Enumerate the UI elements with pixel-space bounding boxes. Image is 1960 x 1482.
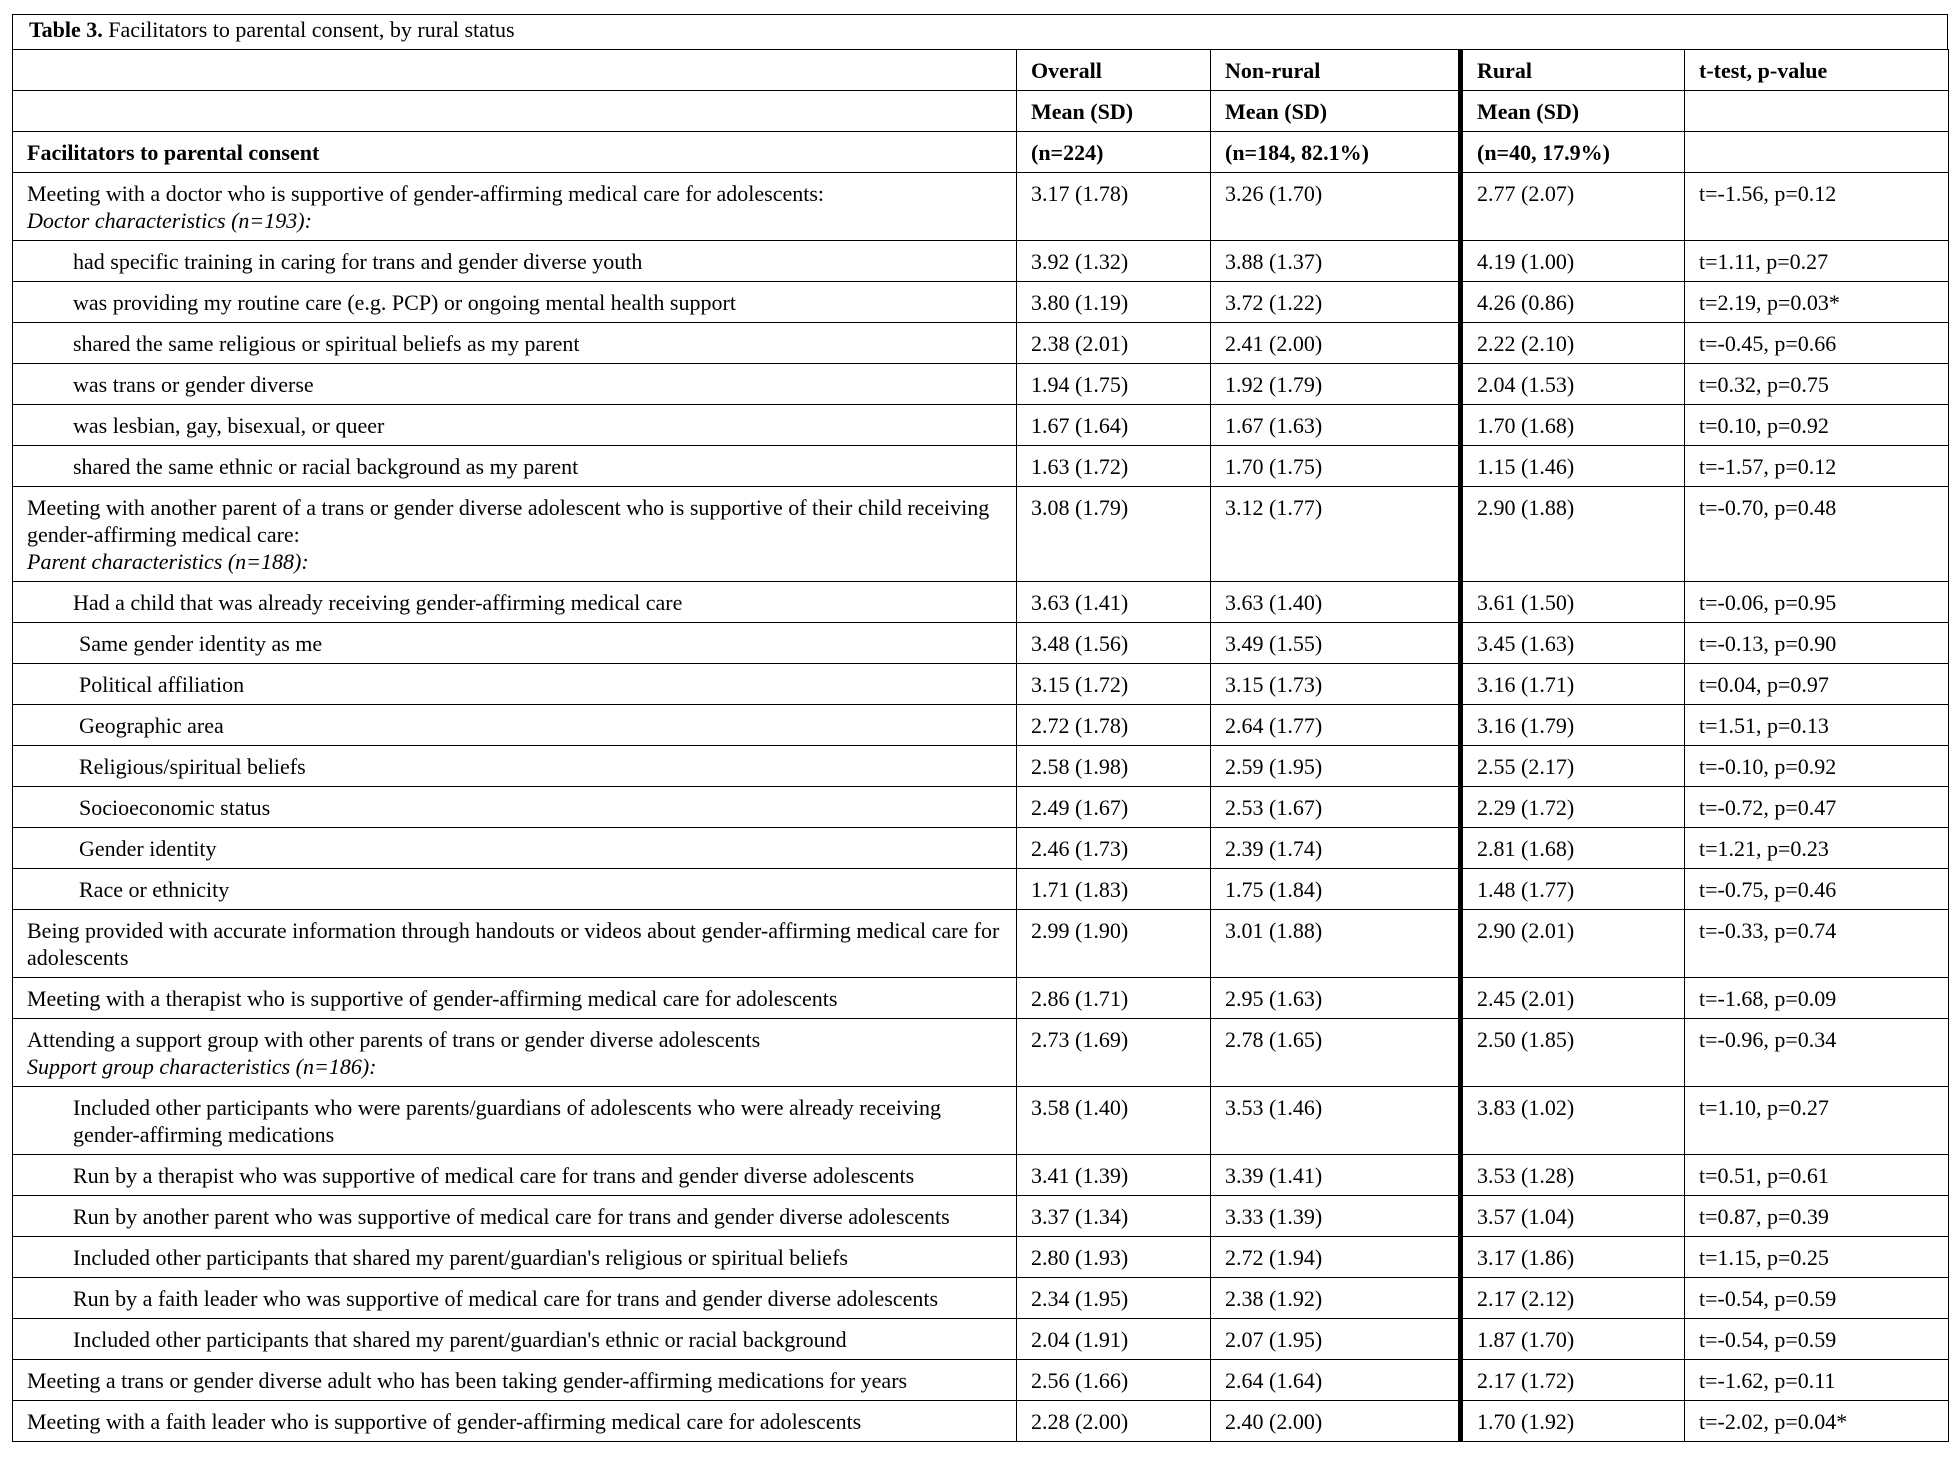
header-cell [1685,91,1949,132]
table-row [13,623,1949,664]
overall-mean-cell: 2.34 (1.95) [1017,1278,1211,1319]
rural-mean-cell: 2.77 (2.07) [1461,173,1685,241]
overall-mean-cell: 3.58 (1.40) [1017,1087,1211,1155]
row-label: Run by a faith leader who was supportive of medical care for trans and gender diverse adolescents [73,1286,939,1311]
ttest-cell: t=0.51, p=0.61 [1685,1155,1949,1196]
row-label: Meeting with a therapist who is supportive of gender-affirming medical care for adolescents [27,986,838,1011]
ttest-cell: t=0.87, p=0.39 [1685,1196,1949,1237]
table-row [13,705,1949,746]
rural-mean-cell: 2.50 (1.85) [1461,1019,1685,1087]
row-label-cell [13,1319,1017,1360]
overall-mean-cell: 2.46 (1.73) [1017,828,1211,869]
ttest-cell: t=1.51, p=0.13 [1685,705,1949,746]
table-row [13,173,1949,241]
rural-mean-cell: 4.26 (0.86) [1461,282,1685,323]
row-label-cell [13,1360,1017,1401]
row-label-cell [13,323,1017,364]
overall-mean-cell: 1.94 (1.75) [1017,364,1211,405]
row-subgroup-note: Parent characteristics (n=188): [27,549,309,574]
ttest-cell: t=-1.68, p=0.09 [1685,978,1949,1019]
table-row [13,582,1949,623]
row-label: Geographic area [79,713,224,738]
nonrural-mean-cell: 1.92 (1.79) [1211,364,1461,405]
rural-mean-cell: 1.15 (1.46) [1461,446,1685,487]
overall-mean-cell: 1.71 (1.83) [1017,869,1211,910]
table-caption-number: Table 3. [29,17,103,42]
table-caption [12,14,1948,49]
row-label-cell [13,364,1017,405]
table-row [13,1278,1949,1319]
row-label-cell [13,1019,1017,1087]
nonrural-mean-cell: 2.78 (1.65) [1211,1019,1461,1087]
row-label-cell [13,173,1017,241]
table-row [13,1401,1949,1442]
row-label-cell [13,1196,1017,1237]
overall-mean-cell: 3.63 (1.41) [1017,582,1211,623]
nonrural-mean-cell: 2.72 (1.94) [1211,1237,1461,1278]
row-label-cell [13,664,1017,705]
table-row [13,828,1949,869]
rural-mean-cell: 2.17 (1.72) [1461,1360,1685,1401]
overall-mean-cell: 3.08 (1.79) [1017,487,1211,582]
row-label: Included other participants who were parents/guardians of adolescents who were already receiving gender-affirming medications [73,1095,942,1147]
rural-mean-cell: 2.90 (1.88) [1461,487,1685,582]
ttest-cell: t=-0.06, p=0.95 [1685,582,1949,623]
rural-mean-cell: 3.16 (1.71) [1461,664,1685,705]
nonrural-mean-cell: 1.67 (1.63) [1211,405,1461,446]
row-label: Religious/spiritual beliefs [79,754,306,779]
table-caption-text: Facilitators to parental consent, by rural status [102,17,515,42]
overall-mean-cell: 2.72 (1.78) [1017,705,1211,746]
row-label: Meeting with another parent of a trans or gender diverse adolescent who is supportive of their child receiving gender-affirming medical care: [27,495,990,547]
table-row [13,746,1949,787]
table-row [13,1155,1949,1196]
table-row [13,1237,1949,1278]
overall-mean-cell: 1.63 (1.72) [1017,446,1211,487]
row-label-cell [13,487,1017,582]
rural-mean-cell: 3.17 (1.86) [1461,1237,1685,1278]
rural-mean-cell: 3.83 (1.02) [1461,1087,1685,1155]
nonrural-mean-cell: 1.70 (1.75) [1211,446,1461,487]
row-label-cell [13,978,1017,1019]
row-label-cell [13,1237,1017,1278]
table-row [13,1319,1949,1360]
overall-mean-cell: 3.92 (1.32) [1017,241,1211,282]
header-row [13,50,1949,91]
row-label-cell [13,828,1017,869]
header-cell: Mean (SD) [1461,91,1685,132]
rural-mean-cell: 3.57 (1.04) [1461,1196,1685,1237]
header-cell: Overall [1017,50,1211,91]
nonrural-mean-cell: 2.39 (1.74) [1211,828,1461,869]
row-label: Same gender identity as me [79,631,323,656]
overall-mean-cell: 2.99 (1.90) [1017,910,1211,978]
nonrural-mean-cell: 3.49 (1.55) [1211,623,1461,664]
header-cell: (n=224) [1017,132,1211,173]
row-label-cell [13,1087,1017,1155]
header-label-cell [13,50,1017,91]
overall-mean-cell: 2.04 (1.91) [1017,1319,1211,1360]
rural-mean-cell: 2.17 (2.12) [1461,1278,1685,1319]
row-label: Gender identity [79,836,217,861]
overall-mean-cell: 2.86 (1.71) [1017,978,1211,1019]
rural-mean-cell: 1.48 (1.77) [1461,869,1685,910]
row-label: Political affiliation [79,672,245,697]
row-label: Had a child that was already receiving gender-affirming medical care [73,590,683,615]
ttest-cell: t=-0.45, p=0.66 [1685,323,1949,364]
overall-mean-cell: 3.80 (1.19) [1017,282,1211,323]
ttest-cell: t=-0.54, p=0.59 [1685,1319,1949,1360]
nonrural-mean-cell: 2.64 (1.77) [1211,705,1461,746]
row-label-cell [13,582,1017,623]
row-label-cell [13,705,1017,746]
ttest-cell: t=1.10, p=0.27 [1685,1087,1949,1155]
overall-mean-cell: 2.73 (1.69) [1017,1019,1211,1087]
table-row [13,282,1949,323]
table-row [13,1087,1949,1155]
rural-mean-cell: 4.19 (1.00) [1461,241,1685,282]
table-row [13,978,1949,1019]
ttest-cell: t=0.32, p=0.75 [1685,364,1949,405]
overall-mean-cell: 2.38 (2.01) [1017,323,1211,364]
nonrural-mean-cell: 3.33 (1.39) [1211,1196,1461,1237]
rural-mean-cell: 2.45 (2.01) [1461,978,1685,1019]
table-row [13,910,1949,978]
overall-mean-cell: 3.17 (1.78) [1017,173,1211,241]
ttest-cell: t=-0.75, p=0.46 [1685,869,1949,910]
rural-mean-cell: 2.90 (2.01) [1461,910,1685,978]
ttest-cell: t=0.10, p=0.92 [1685,405,1949,446]
header-cell: Rural [1461,50,1685,91]
table-row [13,446,1949,487]
row-label-cell [13,623,1017,664]
ttest-cell: t=-0.13, p=0.90 [1685,623,1949,664]
ttest-cell: t=1.11, p=0.27 [1685,241,1949,282]
rural-mean-cell: 1.87 (1.70) [1461,1319,1685,1360]
row-label: Being provided with accurate information through handouts or videos about gender-affirming medical care for adolescents [27,918,1000,970]
header-cell: t-test, p-value [1685,50,1949,91]
nonrural-mean-cell: 3.63 (1.40) [1211,582,1461,623]
ttest-cell: t=0.04, p=0.97 [1685,664,1949,705]
table-row [13,487,1949,582]
ttest-cell: t=-0.96, p=0.34 [1685,1019,1949,1087]
row-label: Included other participants that shared my parent/guardian's religious or spiritual beliefs [73,1245,848,1270]
row-label-cell [13,787,1017,828]
overall-mean-cell: 2.56 (1.66) [1017,1360,1211,1401]
ttest-cell: t=-2.02, p=0.04* [1685,1401,1949,1442]
ttest-cell: t=-0.70, p=0.48 [1685,487,1949,582]
header-label-cell [13,91,1017,132]
row-label: Meeting with a doctor who is supportive of gender-affirming medical care for adolescents: [27,181,825,206]
overall-mean-cell: 3.41 (1.39) [1017,1155,1211,1196]
nonrural-mean-cell: 3.72 (1.22) [1211,282,1461,323]
rural-mean-cell: 1.70 (1.92) [1461,1401,1685,1442]
header-cell: (n=40, 17.9%) [1461,132,1685,173]
row-label: Meeting a trans or gender diverse adult who has been taking gender-affirming medications for years [27,1368,908,1393]
ttest-cell: t=-0.33, p=0.74 [1685,910,1949,978]
row-label: shared the same ethnic or racial background as my parent [73,454,579,479]
ttest-cell: t=-0.10, p=0.92 [1685,746,1949,787]
row-label: was providing my routine care (e.g. PCP) or ongoing mental health support [73,290,736,315]
table-row [13,1019,1949,1087]
row-label-cell [13,405,1017,446]
ttest-cell: t=-1.57, p=0.12 [1685,446,1949,487]
row-label: Meeting with a faith leader who is supportive of gender-affirming medical care for adolescents [27,1409,862,1434]
nonrural-mean-cell: 1.75 (1.84) [1211,869,1461,910]
nonrural-mean-cell: 2.40 (2.00) [1211,1401,1461,1442]
table-row [13,787,1949,828]
row-label-cell [13,910,1017,978]
row-label-cell [13,869,1017,910]
table-body [13,50,1949,1442]
row-label: shared the same religious or spiritual beliefs as my parent [73,331,580,356]
header-cell: Mean (SD) [1211,91,1461,132]
rural-mean-cell: 3.61 (1.50) [1461,582,1685,623]
ttest-cell: t=1.21, p=0.23 [1685,828,1949,869]
row-subgroup-note: Doctor characteristics (n=193): [27,208,312,233]
nonrural-mean-cell: 3.26 (1.70) [1211,173,1461,241]
overall-mean-cell: 2.28 (2.00) [1017,1401,1211,1442]
nonrural-mean-cell: 3.88 (1.37) [1211,241,1461,282]
rural-mean-cell: 2.81 (1.68) [1461,828,1685,869]
overall-mean-cell: 3.37 (1.34) [1017,1196,1211,1237]
rural-mean-cell: 2.04 (1.53) [1461,364,1685,405]
overall-mean-cell: 3.15 (1.72) [1017,664,1211,705]
nonrural-mean-cell: 3.15 (1.73) [1211,664,1461,705]
rural-mean-cell: 1.70 (1.68) [1461,405,1685,446]
nonrural-mean-cell: 2.38 (1.92) [1211,1278,1461,1319]
row-label-cell [13,1401,1017,1442]
overall-mean-cell: 2.58 (1.98) [1017,746,1211,787]
row-label-cell [13,746,1017,787]
table-row [13,664,1949,705]
rural-mean-cell: 2.29 (1.72) [1461,787,1685,828]
overall-mean-cell: 2.49 (1.67) [1017,787,1211,828]
nonrural-mean-cell: 2.59 (1.95) [1211,746,1461,787]
table-row [13,869,1949,910]
rural-mean-cell: 3.16 (1.79) [1461,705,1685,746]
ttest-cell: t=-1.56, p=0.12 [1685,173,1949,241]
nonrural-mean-cell: 2.07 (1.95) [1211,1319,1461,1360]
header-cell: Mean (SD) [1017,91,1211,132]
row-label: Race or ethnicity [79,877,230,902]
ttest-cell: t=2.19, p=0.03* [1685,282,1949,323]
ttest-cell: t=-1.62, p=0.11 [1685,1360,1949,1401]
nonrural-mean-cell: 3.39 (1.41) [1211,1155,1461,1196]
rural-mean-cell: 2.55 (2.17) [1461,746,1685,787]
table-row [13,1196,1949,1237]
rural-mean-cell: 2.22 (2.10) [1461,323,1685,364]
header-cell [1685,132,1949,173]
header-label-cell: Facilitators to parental consent [13,132,1017,173]
header-row [13,132,1949,173]
row-label: Attending a support group with other parents of trans or gender diverse adolescents [27,1027,761,1052]
row-label: was trans or gender diverse [73,372,314,397]
nonrural-mean-cell: 2.41 (2.00) [1211,323,1461,364]
header-cell: Non-rural [1211,50,1461,91]
nonrural-mean-cell: 3.01 (1.88) [1211,910,1461,978]
nonrural-mean-cell: 2.53 (1.67) [1211,787,1461,828]
nonrural-mean-cell: 2.95 (1.63) [1211,978,1461,1019]
row-label: Run by another parent who was supportive of medical care for trans and gender diverse adolescents [73,1204,950,1229]
document-page [12,14,1948,1442]
ttest-cell: t=-0.54, p=0.59 [1685,1278,1949,1319]
row-label: was lesbian, gay, bisexual, or queer [73,413,385,438]
row-label-cell [13,282,1017,323]
rural-mean-cell: 3.45 (1.63) [1461,623,1685,664]
table-row [13,241,1949,282]
row-label: Run by a therapist who was supportive of medical care for trans and gender diverse adolescents [73,1163,915,1188]
table-row [13,323,1949,364]
nonrural-mean-cell: 3.12 (1.77) [1211,487,1461,582]
row-label-cell [13,241,1017,282]
ttest-cell: t=1.15, p=0.25 [1685,1237,1949,1278]
row-label-cell [13,1278,1017,1319]
overall-mean-cell: 1.67 (1.64) [1017,405,1211,446]
facilitators-table [12,49,1949,1442]
header-row [13,91,1949,132]
row-label: Socioeconomic status [79,795,271,820]
nonrural-mean-cell: 3.53 (1.46) [1211,1087,1461,1155]
header-cell: (n=184, 82.1%) [1211,132,1461,173]
row-label-cell [13,446,1017,487]
ttest-cell: t=-0.72, p=0.47 [1685,787,1949,828]
table-row [13,405,1949,446]
overall-mean-cell: 3.48 (1.56) [1017,623,1211,664]
rural-mean-cell: 3.53 (1.28) [1461,1155,1685,1196]
row-subgroup-note: Support group characteristics (n=186): [27,1054,377,1079]
table-row [13,1360,1949,1401]
row-label-cell [13,1155,1017,1196]
row-label: Included other participants that shared my parent/guardian's ethnic or racial background [73,1327,847,1352]
table-row [13,364,1949,405]
nonrural-mean-cell: 2.64 (1.64) [1211,1360,1461,1401]
row-label: had specific training in caring for trans and gender diverse youth [73,249,643,274]
overall-mean-cell: 2.80 (1.93) [1017,1237,1211,1278]
